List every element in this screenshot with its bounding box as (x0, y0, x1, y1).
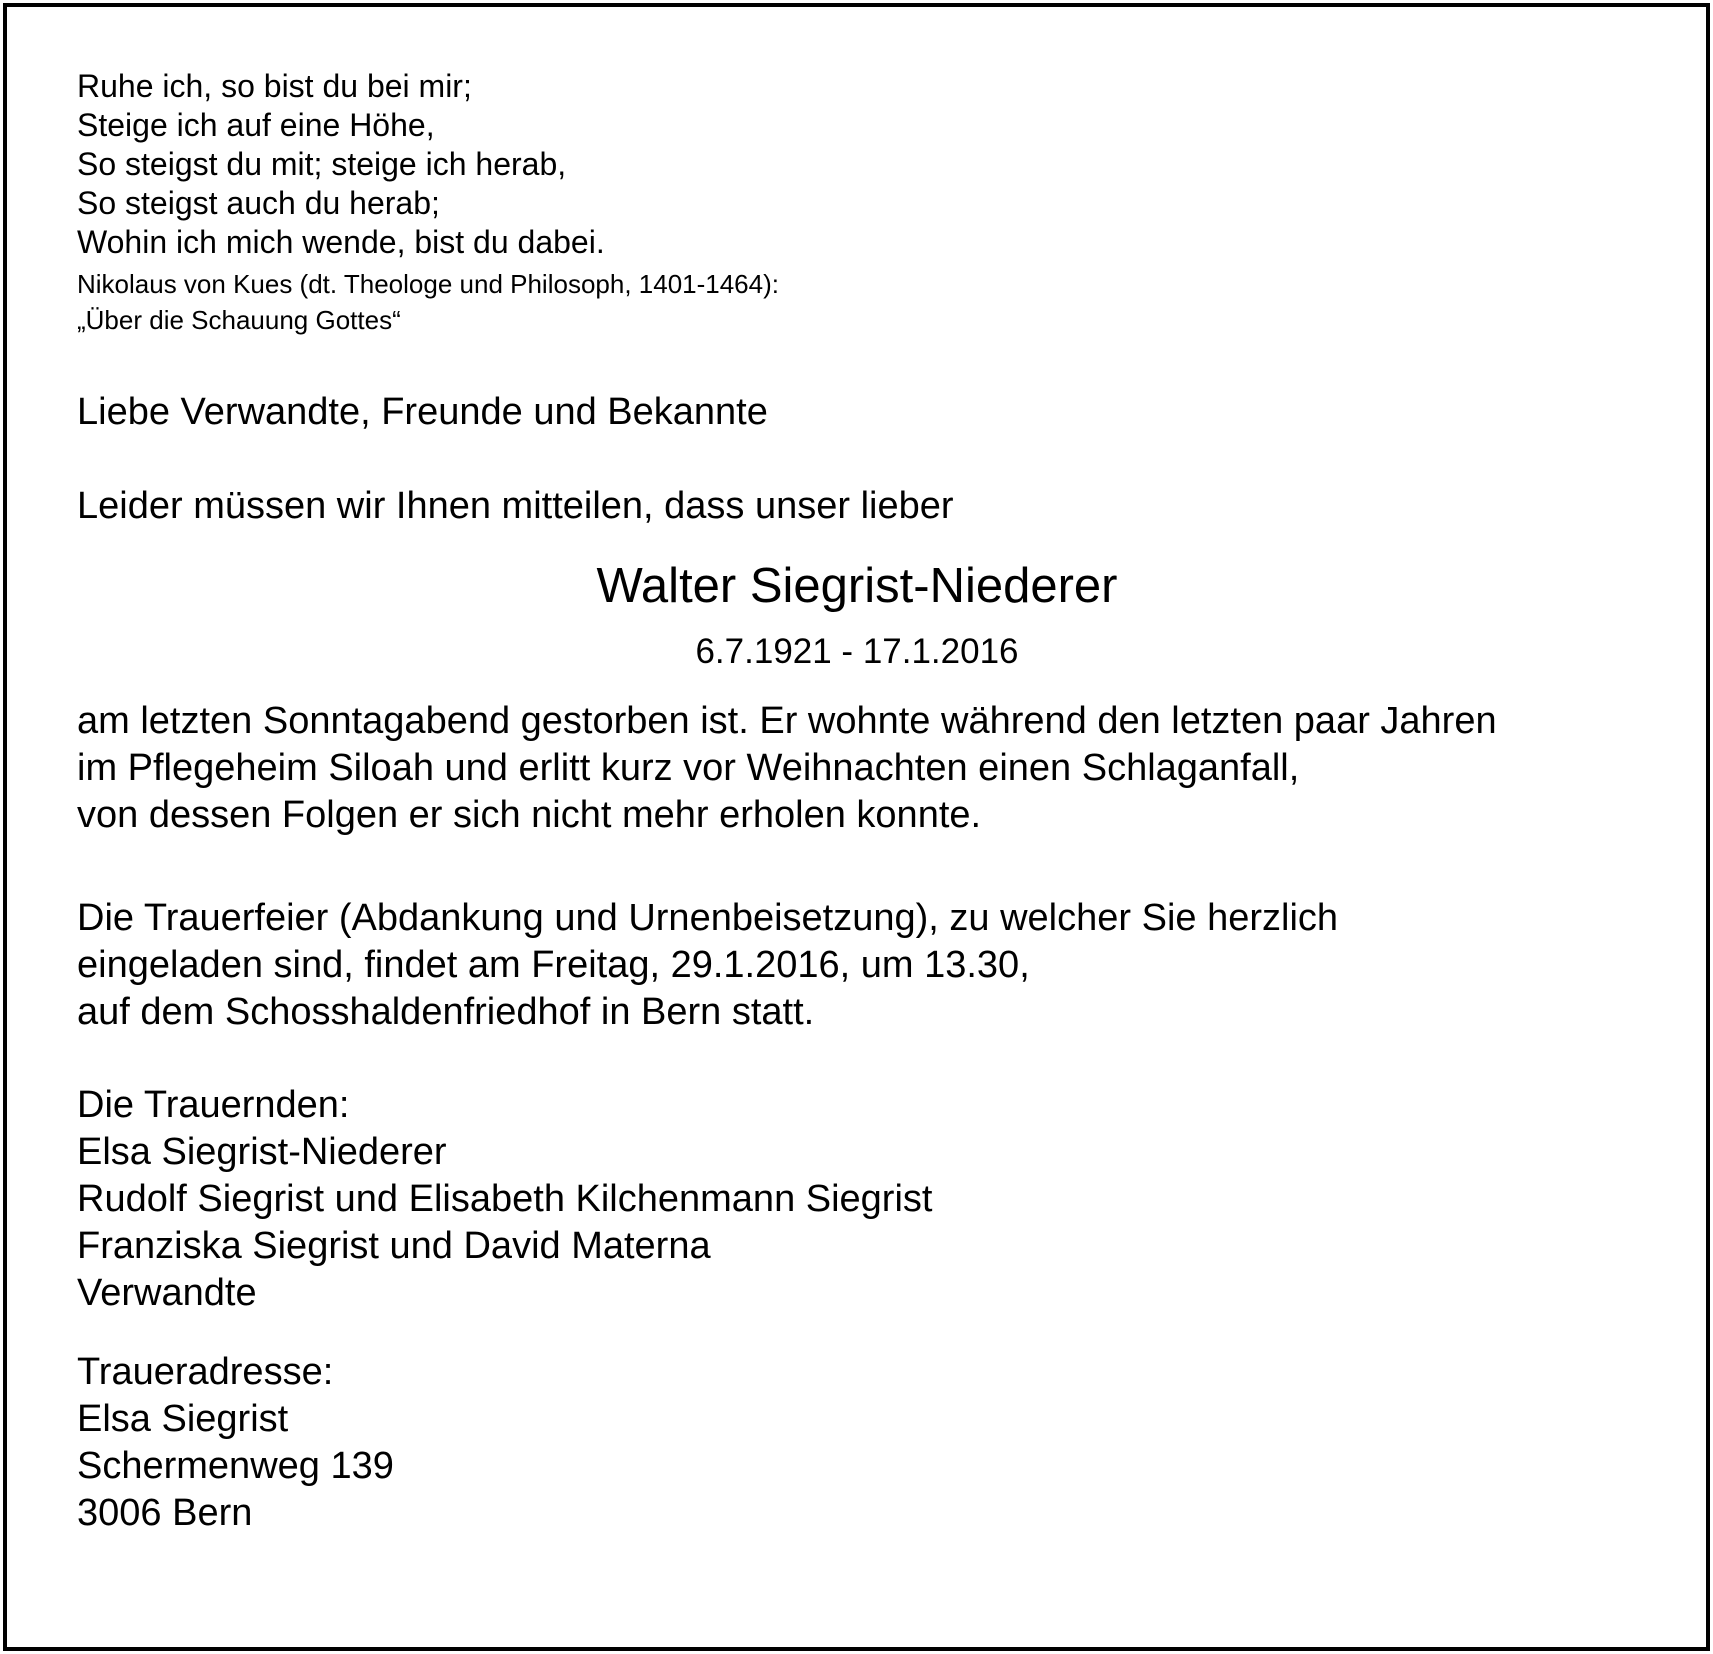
mourners-heading: Die Trauernden: (77, 1084, 350, 1126)
source-line: „Über die Schauung Gottes“ (77, 305, 401, 335)
poem-source (77, 266, 1657, 338)
death-paragraph (77, 698, 1657, 839)
poem-line: So steigst auch du herab; (77, 185, 440, 221)
paragraph-line: am letzten Sonntagabend gestorben ist. Er wohnte während den letzten paar Jahren (77, 700, 1497, 742)
address-line: 3006 Bern (77, 1492, 253, 1534)
address-line: Elsa Siegrist (77, 1398, 289, 1440)
salutation: Liebe Verwandte, Freunde und Bekannte (77, 391, 768, 433)
paragraph-line: Die Trauerfeier (Abdankung und Urnenbeisetzung), zu welcher Sie herzlich (77, 897, 1339, 939)
life-dates: 6.7.1921 - 17.1.2016 (695, 632, 1019, 671)
poem-quote (77, 67, 1657, 262)
paragraph-line: auf dem Schosshaldenfriedhof in Bern statt. (77, 991, 815, 1033)
poem-line: So steigst du mit; steige ich herab, (77, 146, 567, 182)
poem-line: Ruhe ich, so bist du bei mir; (77, 68, 472, 104)
paragraph-line: von dessen Folgen er sich nicht mehr erholen konnte. (77, 794, 982, 836)
paragraph-line: eingeladen sind, findet am Freitag, 29.1.2016, um 13.30, (77, 944, 1030, 986)
obituary-notice (77, 67, 1657, 1537)
intro-text: Leider müssen wir Ihnen mitteilen, dass unser lieber (77, 485, 954, 527)
ceremony-paragraph (77, 895, 1657, 1036)
deceased-name: Walter Siegrist-Niederer (596, 559, 1118, 613)
paragraph-line: im Pflegeheim Siloah und erlitt kurz vor Weihnachten einen Schlaganfall, (77, 747, 1300, 789)
mourner-name: Franziska Siegrist und David Materna (77, 1225, 711, 1267)
poem-line: Steige ich auf eine Höhe, (77, 107, 435, 143)
mourning-address (77, 1349, 1657, 1537)
notice-border (3, 3, 1710, 1651)
address-heading: Traueradresse: (77, 1351, 334, 1393)
mourner-name: Elsa Siegrist-Niederer (77, 1131, 447, 1173)
address-line: Schermenweg 139 (77, 1445, 394, 1487)
mourner-name: Verwandte (77, 1272, 257, 1314)
mourners-list (77, 1082, 1657, 1317)
poem-line: Wohin ich mich wende, bist du dabei. (77, 224, 605, 260)
mourner-name: Rudolf Siegrist und Elisabeth Kilchenmann Siegrist (77, 1178, 933, 1220)
source-line: Nikolaus von Kues (dt. Theologe und Philosoph, 1401-1464): (77, 269, 779, 299)
